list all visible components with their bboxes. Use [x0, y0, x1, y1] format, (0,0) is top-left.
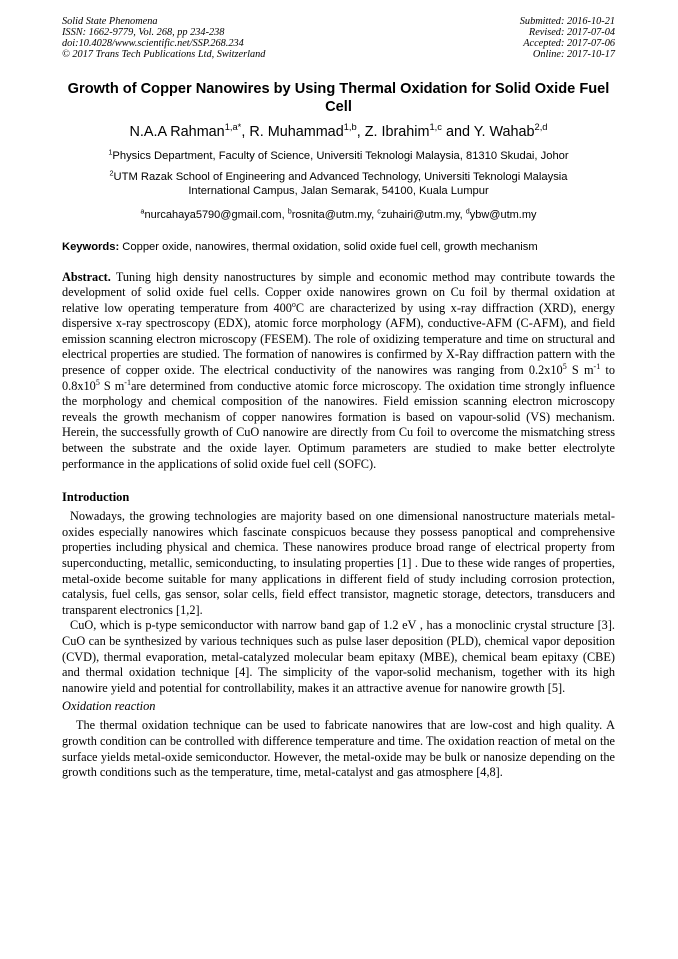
- oxidation-paragraph-1: The thermal oxidation technique can be used to fabricate nanowires that are low-cost and high quality. A growth condition can be controlled with difference temperature and time. The oxidation reaction of metal on the surface yields metal-oxide semiconductor. However, the metal-oxide may be bulk or nanosize depending on the growth conditions such as the temperature, time, metal-catalyst and gas atmosphere [4,8].: [62, 718, 615, 780]
- author-list: [62, 123, 615, 141]
- section-heading-introduction: Introduction: [62, 490, 130, 505]
- paper-page: [62, 16, 615, 781]
- affiliation-text: UTM Razak School of Engineering and Advanced Technology, Universiti Teknologi Malaysia: [113, 170, 568, 183]
- email-address: rosnita@utm.my,: [291, 208, 378, 221]
- author-affiliation-mark: 1,c: [429, 122, 442, 133]
- abstract-text: Tuning high density nanostructures by simple and economic method may contribute towards the development of solid oxide fuel cells. Copper oxide nanowires grown on Cu foil by thermal oxidation at relative low operating temperature from 400: [62, 269, 615, 315]
- affiliation-text: Physics Department, Faculty of Science, Universiti Teknologi Malaysia, 81310 Skudai, Johor: [112, 150, 569, 162]
- affiliation-2: [62, 167, 615, 199]
- intro-paragraph-1: Nowadays, the growing technologies are majority based on one dimensional nanostructure materials metal-oxides especially nanowires which fascinate conspicuos because they possess panoptical and comprehensive properties including physical and chemica. These nanowires produce broad range of electrical property from superconducting, metallic, semiconducting, to insulating properties [1] . Due to these wide ranges of properties, metal-oxide become suitable for many applications in different field of study including corrosion protection, catalysis, fuel cells, gas sensor, solar cells, field effect transistor, magnetic storage, detectors, transducers and transparent electronics [1,2].: [62, 509, 615, 617]
- abstract-text: C are characterized by using x-ray diffraction (XRD), energy dispersive x-ray spectroscopy (EDX), atomic force morphology (AFM), conductive-AFM (C-AFM), and field emission scanning electron microscopy (FESEM). The role of oxidizing temperature and time on structural and electrical properties are studied. The formation of nanowires is confirmed by X-Ray diffraction pattern with the presence of copper oxide. The electrical conductivity of the nanowires was ranging from 0.2x10: [62, 300, 616, 378]
- journal-issn: ISSN: 1662-9779, Vol. 268, pp 234-238: [62, 27, 225, 38]
- date-submitted: Submitted: 2016-10-21: [519, 16, 615, 27]
- abstract-text: S m: [99, 378, 125, 393]
- journal-copyright: © 2017 Trans Tech Publications Ltd, Switzerland: [62, 49, 266, 60]
- paper-title: Growth of Copper Nanowires by Using Thermal Oxidation for Solid Oxide Fuel Cell: [67, 81, 610, 115]
- abstract-text: S m: [566, 363, 594, 378]
- email-mark: c: [377, 206, 381, 215]
- journal-info: [62, 16, 265, 60]
- author-affiliation-mark: 1,b: [343, 122, 357, 133]
- date-revised: Revised: 2017-07-04: [528, 27, 615, 38]
- author-name: , Z. Ibrahim: [356, 124, 430, 140]
- author-name: , R. Muhammad: [241, 124, 344, 140]
- affiliation-1: [62, 149, 615, 164]
- author-emails: [62, 208, 615, 222]
- intro-paragraph-2: CuO, which is p-type semiconductor with narrow band gap of 1.2 eV , has a monoclinic crystal structure [3]. CuO can be synthesized by various techniques such as pulse laser deposition (PLD), chemical vapor deposition (CVD), thermal evaporation, metal-catalyzed molecular beam epitaxy (MBE), chemical beam epitaxy (CBE) and thermal oxidation technique [4]. The simplicity of the vapor-solid mechanism, together with its high nanowire yield and potential for controllability, makes it an attractive avenue for nanowire growth [5].: [62, 618, 615, 695]
- keywords-label: Keywords:: [62, 240, 120, 253]
- publication-dates: [520, 16, 615, 60]
- keywords-text: Copper oxide, nanowires, thermal oxidation, solid oxide fuel cell, growth mechanism: [119, 240, 538, 253]
- journal-name: Solid State Phenomena: [62, 16, 158, 27]
- author-name: N.A.A Rahman: [129, 124, 225, 140]
- email-mark: b: [287, 206, 292, 215]
- author-affiliation-mark: 2,d: [534, 122, 548, 133]
- date-online: Online: 2017-10-17: [532, 49, 615, 60]
- abstract-sup: 5: [95, 377, 100, 387]
- date-accepted: Accepted: 2017-07-06: [523, 38, 615, 49]
- keywords: [62, 240, 615, 254]
- abstract-sup: 5: [562, 361, 567, 371]
- email-address: ybw@utm.my: [469, 208, 537, 221]
- email-mark: d: [465, 206, 470, 215]
- affiliation-mark: 1: [108, 147, 113, 157]
- abstract: [62, 270, 615, 473]
- abstract-label: Abstract.: [62, 269, 111, 284]
- author-name: and Y. Wahab: [441, 124, 535, 140]
- journal-doi: doi:10.4028/www.scientific.net/SSP.268.234: [62, 38, 244, 49]
- abstract-sup: -1: [124, 377, 131, 387]
- author-affiliation-mark: 1,a*: [224, 122, 242, 133]
- abstract-text: to 0.8x10: [62, 363, 615, 393]
- abstract-sup: o: [291, 299, 296, 309]
- affiliation-mark: 2: [109, 167, 114, 177]
- email-address: zuhairi@utm.my,: [380, 208, 466, 221]
- abstract-text: are determined from conductive atomic force microscopy. The oxidation time strongly influence the morphology and chemical composition of the nanowires. Field emission scanning electron microscopy reveals the growth mechanism of copper nanowires formation is based on vapour-solid (VS) mechanism. Herein, the successfully growth of CuO nanowire are directly from Cu foil to overcome the mismatching stress between the substrate and the oxide layer. Optimum parameters are studied to make better electrolyte performance in the applications of solid oxide fuel cell (SOFC).: [62, 378, 615, 471]
- subsection-heading-oxidation: Oxidation reaction: [62, 699, 156, 714]
- email-mark: a: [140, 206, 145, 215]
- email-address: nurcahaya5790@gmail.com,: [144, 208, 288, 221]
- journal-header: [62, 16, 615, 60]
- abstract-sup: -1: [593, 361, 601, 371]
- affiliation-text-line2: International Campus, Jalan Semarak, 54100, Kuala Lumpur: [188, 185, 489, 197]
